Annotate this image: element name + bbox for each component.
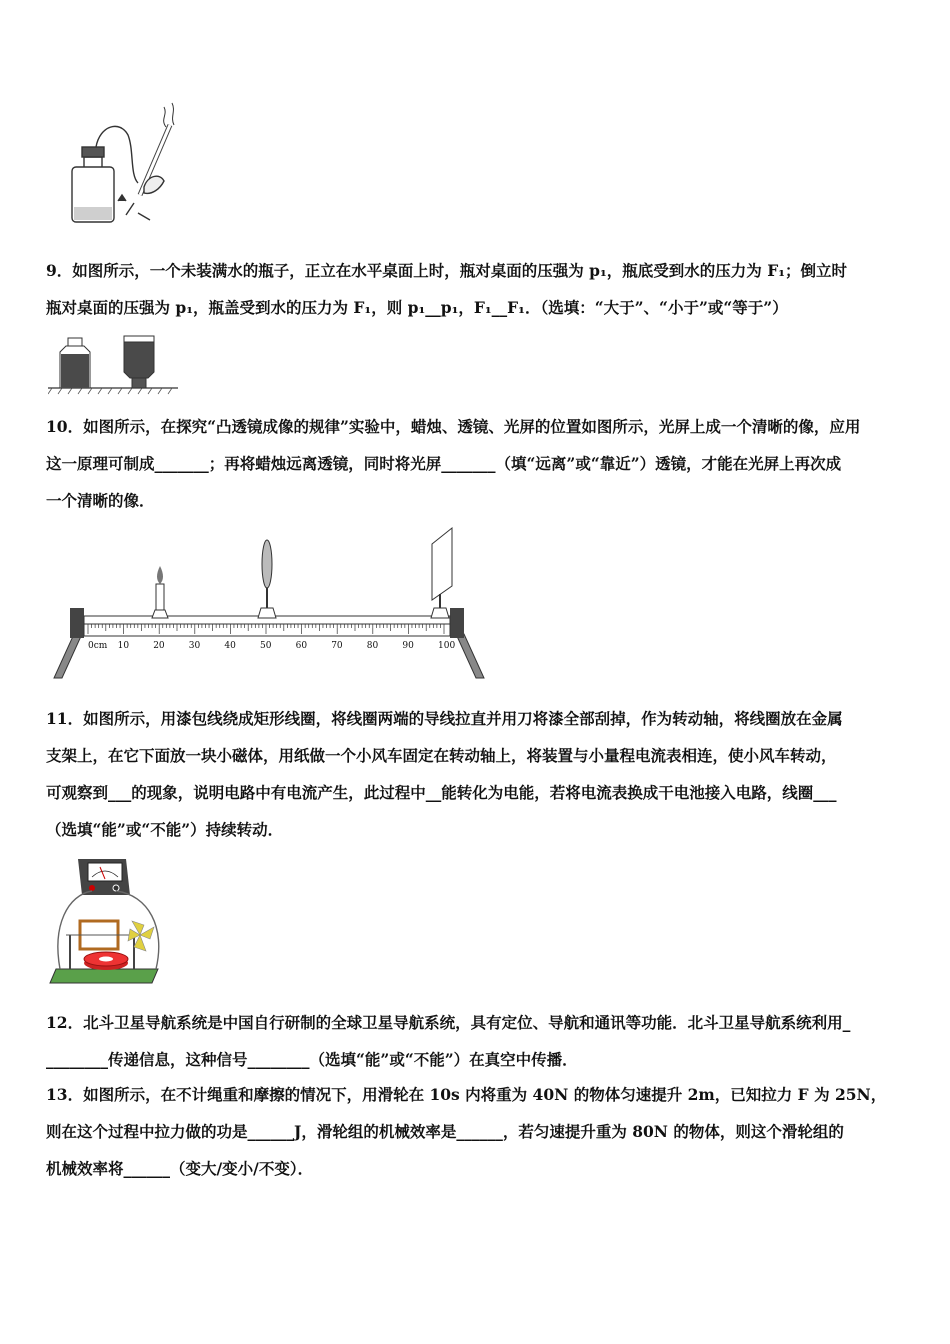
q12-line2: ________传递信息，这种信号________（选填“能”或“不能”）在真空中传播． [46,1050,578,1069]
q11-line1: 11．如图所示，用漆包线绕成矩形线圈，将线圈两端的导线拉直并用刀将漆全部刮掉，作为转动轴，将线圈放在金属 [46,709,843,728]
ruler-label: 90 [402,641,414,651]
q10-line1: 10．如图所示，在探究“凸透镜成像的规律”实验中，蜡烛、透镜、光屏的位置如图所示，光屏上成一个清晰的像，应用 [46,417,861,436]
q10-line2: 这一原理可制成_______；再将蜡烛远离透镜，同时将光屏_______（填“远离”或“靠近”）透镜，才能在光屏上再次成 [46,454,842,473]
flask-stopper [82,147,104,157]
q9-line2: 瓶对桌面的压强为 p₁，瓶盖受到水的压力为 F₁，则 p₁__p₁，F₁__F₁．（选填：“大于”、“小于”或“等于”） [46,298,788,317]
q11-line3: 可观察到___的现象，说明电路中有电流产生，此过程中__能转化为电能，若将电流表换成干电池接入电路，线圈___ [46,783,837,802]
q13-line2: 则在这个过程中拉力做的功是______J，滑轮组的机械效率是______，若匀速提升重为 80N 的物体，则这个滑轮组的 [46,1122,844,1141]
candle [152,566,168,618]
ruler-labels [88,641,455,651]
pinwheel [128,921,154,951]
bottles-figure [48,330,178,396]
q12-line1: 12．北斗卫星导航系统是中国自行研制的全球卫星导航系统，具有定位、导航和通讯等功能．北斗卫星导航系统利用_ [46,1013,851,1032]
ammeter [78,859,130,895]
ruler-label: 100 [438,641,456,651]
q11-line2: 支架上，在它下面放一块小磁体，用纸做一个小风车固定在转动轴上，将装置与小量程电流表相连，使小风车转动， [46,746,837,765]
bottle-upright [60,338,90,388]
q9-line1: 9．如图所示，一个未装满水的瓶子，正立在水平桌面上时，瓶对桌面的压强为 p₁，瓶底受到水的压力为 F₁；倒立时 [46,261,848,280]
ruler-label: 30 [188,641,201,651]
coil-generator-figure [48,855,173,990]
ruler-label: 60 [295,641,308,651]
bottle-inverted [124,336,154,388]
light-screen [431,528,452,618]
q10-line3: 一个清晰的像． [46,491,155,510]
optical-bench-figure [48,522,488,682]
question-9 [46,252,908,326]
q13-line1: 13．如图所示，在不计绳重和摩擦的情况下，用滑轮在 10s 内将重为 40N 的物体匀速提升 2m，已知拉力 F 为 25N， [46,1085,887,1104]
ruler-label: 50 [260,641,272,651]
q13-line3: 机械效率将______（变大/变小/不变）． [46,1159,314,1178]
ruler-label: 40 [224,641,236,651]
question-11 [46,700,908,848]
ruler-label: 80 [366,641,379,651]
ruler-label: 20 [153,641,165,651]
question-13 [46,1076,908,1187]
ruler-label: 10 [117,641,130,651]
question-10 [46,408,908,519]
convex-lens [258,540,276,618]
question-12 [46,1004,908,1078]
q11-line4: （选填“能”或“不能”）持续转动． [46,820,284,839]
flask-tube-figure [60,95,195,230]
ruler-label: 0cm [88,641,108,651]
ruler-label: 70 [331,641,343,651]
